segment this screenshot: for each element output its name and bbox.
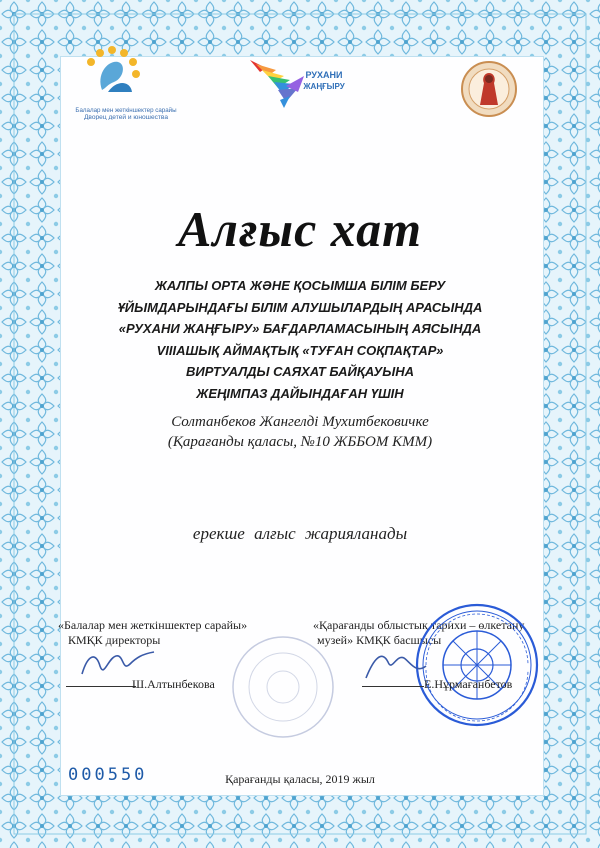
signature-org: «Қарағанды облыстық тарихи – өлкетану	[313, 618, 525, 632]
body-line: VIIIАШЫҚ АЙМАҚТЫҚ «ТУҒАН СОҚПАҚТАР»	[156, 342, 444, 358]
place-date: Қарағанды қаласы, 2019 жыл	[225, 772, 375, 786]
signature-scribble-right	[360, 644, 430, 684]
body-line: ЖАЛПЫ ОРТА ЖӘНЕ ҚОСЫМША БІЛІМ БЕРУ	[154, 278, 446, 293]
signatory-name-left: Ш.Алтынбекова	[132, 677, 215, 691]
signature-line-right	[362, 686, 424, 687]
signature-position: музей» КМҚК басшысы	[317, 633, 442, 647]
body-line: «РУХАНИ ЖАҢҒЫРУ» БАҒДАРЛАМАСЫНЫҢ АЯСЫНДА	[118, 321, 482, 337]
bird-logo-icon	[246, 46, 356, 110]
svg-text:Дворец детей и юношества: Дворец детей и юношества	[83, 114, 169, 120]
signatory-name-right: Е.Нұрмағанбетов	[424, 677, 513, 691]
certificate-body	[60, 275, 540, 405]
recipient-org: (Қарағанды қаласы, №10 ЖББОМ КММ)	[167, 434, 433, 450]
body-line: ЖЕҢІМПАЗ ДАЙЫНДАҒАН ҮШІН	[196, 385, 404, 401]
official-stamp-left	[228, 632, 338, 742]
signature-line-left	[66, 686, 136, 687]
certificate-title: Алғыс хат	[177, 201, 423, 257]
serial-number: 000550	[68, 765, 148, 785]
body-line: ВИРТУАЛДЫ САЯХАТ БАЙҚАУЫНА	[186, 364, 414, 380]
body-line: ҰЙЫМДАРЫНДАҒЫ БІЛІМ АЛУШЫЛАРДЫҢ АРАСЫНДА	[117, 299, 483, 315]
svg-text:РУХАНИ: РУХАНИ	[305, 70, 343, 80]
official-stamp-right	[412, 600, 542, 730]
svg-text:ЖАҢҒЫРУ: ЖАҢҒЫРУ	[303, 82, 345, 91]
recipient-name: Солтанбеков Жангелді Мухитбековичке	[171, 414, 429, 430]
recipient-block	[60, 412, 540, 452]
museum-emblem-icon	[460, 55, 518, 123]
signature-position: КМҚК директоры	[68, 633, 161, 647]
signature-org: «Балалар мен жеткіншектер сарайы»	[58, 618, 248, 632]
palace-logo-icon	[66, 44, 186, 120]
announcement-text: ерекше алғыс жарияланады	[192, 524, 408, 543]
svg-text:Балалар мен жеткіншектер сарай: Балалар мен жеткіншектер сарайы	[75, 107, 177, 114]
